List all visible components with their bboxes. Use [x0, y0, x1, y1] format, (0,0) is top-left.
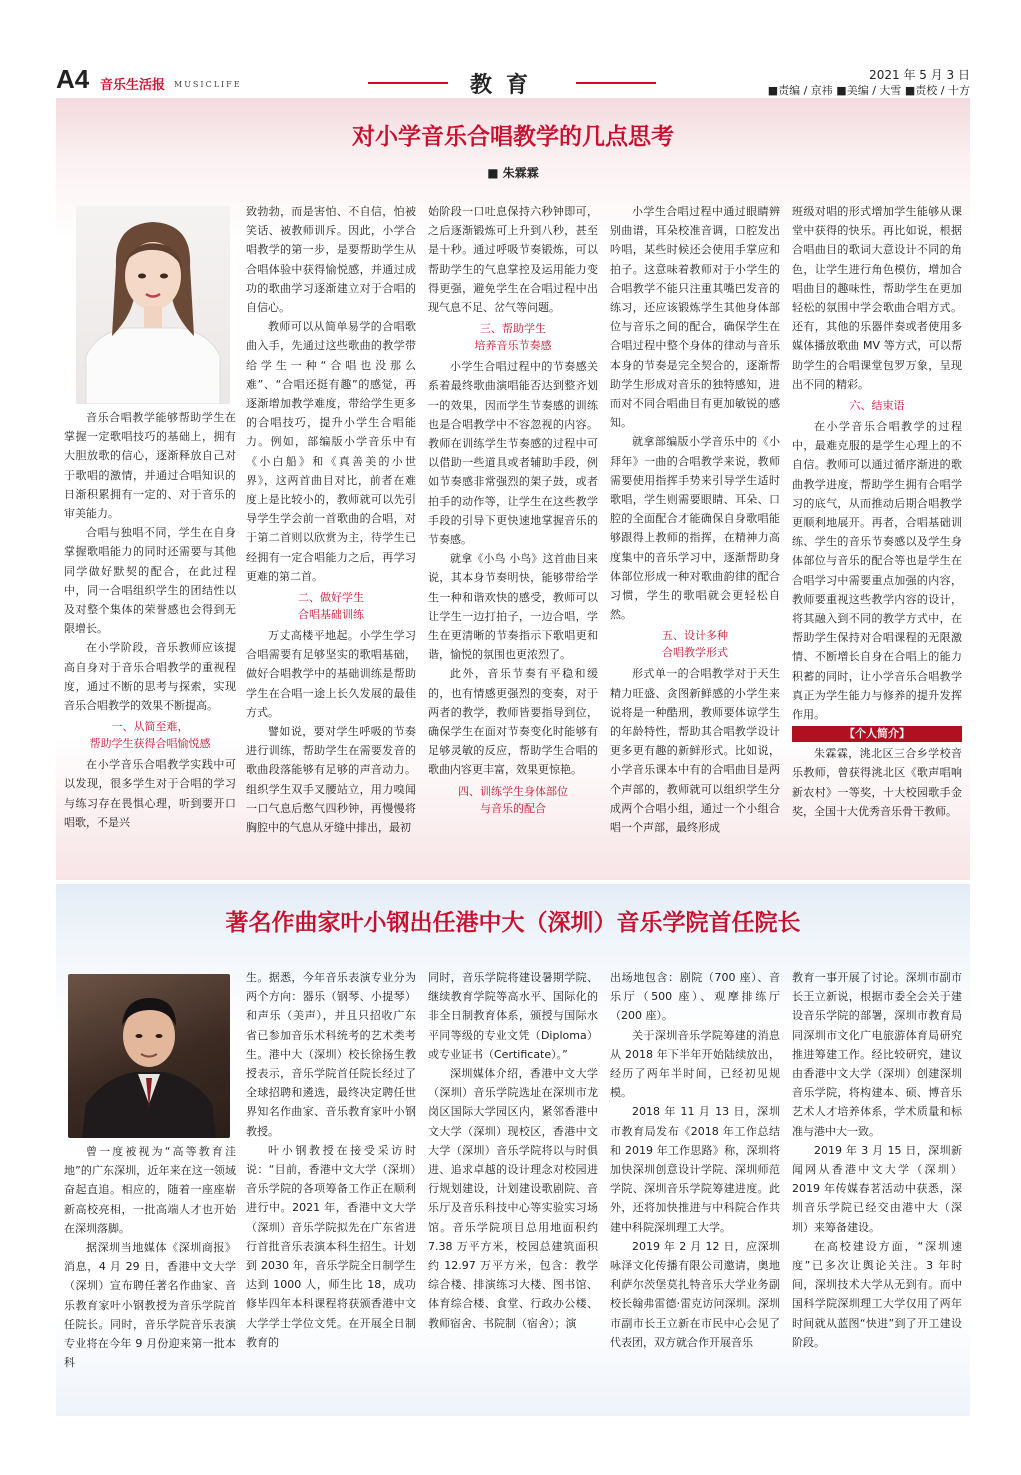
paragraph: 教师可以从简单易学的合唱歌曲入手，先通过这些歌曲的教学带给学生一种“合唱也没那么难”、“合唱还挺有趣”的感觉，再逐渐增加教学难度，带给学生更多的合唱技巧，提升小学生合唱能力。例如，部编版小学音乐中有《小白船》和《真善美的小世界》，这两首曲目对比，前者在难度上是比较小的，教师就可以先引导学生学会前一首歌曲的合唱，对于第二首则以欣赏为主，待学生已经拥有一定合唱能力之后，再学习更难的第二首。 — [246, 320, 416, 583]
section-rule-left — [368, 82, 448, 84]
paragraph: 出场地包含：剧院（700 座）、音乐厅（500 座）、观摩排练厅（200 座）。 — [610, 971, 780, 1023]
paragraph: 譬如说，要对学生呼吸的节奏进行训练，帮助学生在需要发音的歌曲段落能够有足够的声音动力。组织学生双手叉腰站立，用力嗅闻一口气息后憋气四秒钟，再慢慢将胸腔中的气息从牙缝中排出，最初 — [246, 725, 416, 835]
paragraph: 2019 年 3 月 15 日，深圳新闻网从香港中文大学（深圳）2019 年传媒春茗活动中获悉，深圳音乐学院已经交由港中大（深圳）来筹备建设。 — [792, 1143, 962, 1234]
section-rule-right — [576, 82, 656, 84]
page-number: A4 — [56, 64, 90, 94]
paragraph: 在高校建设方面，“深圳速度”已多次让舆论关注。3 年时间，深圳技术大学从无到有。而中国科学院深圳理工大学仅用了两年时间就从蓝图“快进”到了开工建设阶段。 — [792, 1239, 962, 1349]
newspaper-name-english: MUSICLIFE — [174, 80, 242, 89]
paragraph: 致勃勃，而是害怕、不自信，怕被笑话、被教师训斥。因此，小学合唱教学的第一步，是要帮助学生从合唱体验中获得愉悦感，并通过成功的歌曲学习逐渐建立对于合唱的自信心。 — [246, 205, 416, 315]
paragraph: 关于深圳音乐学院筹建的消息从 2018 年下半年开始陆续放出，经历了两年半时间，已经初见规模。 — [610, 1028, 780, 1100]
paragraph: 小学生合唱过程中通过眼睛辨别曲谱，耳朵校准音调，口腔发出吟唱，某些时候还会使用手掌应和拍子。这意味着教师对于小学生的合唱教学不能只注重其嘴巴发音的练习，还应该锻炼学生其他身体部位与音乐之间的配合，确保学生在合唱过程中整个身体的律动与音乐本身的节奏是完全契合的，逐渐帮助学生形成对音乐的独特感知，进而对不同合唱曲目有更加敏锐的感知。 — [610, 205, 780, 430]
paragraph: 就拿部编版小学音乐中的《小拜年》一曲的合唱教学来说，教师需要使用指挥手势来引导学生适时歌唱，学生则需要眼睛、耳朵、口腔的全面配合才能确保自身歌唱能够跟得上教师的指挥，在精神力高度集中的音乐学习中，逐渐帮助身体部位形成一种对歌曲韵律的配合习惯，学生的歌唱就会更轻松自然。 — [610, 435, 780, 622]
paragraph: 深圳媒体介绍，香港中文大学（深圳）音乐学院选址在深圳市龙岗区国际大学园区内，紧邻香港中文大学（深圳）现校区，香港中文大学（深圳）音乐学院将以与时俱进、追求卓越的设计理念对校园进行规划建设，计划建设歌剧院、音乐厅及音乐科技中心等实验实习场馆。音乐学院项目总用地面积约 7.38 万平方米，校园总建筑面积约 12.97 万平方米，包含：教学综合楼、排演练习大楼、图书馆、体育综合楼、食堂、行政办公楼、教师宿舍、书院制（宿舍）；演 — [428, 1067, 598, 1330]
paragraph: 始阶段一口吐息保持六秒钟即可，之后逐渐锻炼可上升到八秒，甚至是十秒。通过呼吸节奏锻炼，可以帮助学生的气息掌控及运用能力变得更强，避免学生在合唱过程中出现气息不足、岔气等问题。 — [428, 205, 598, 315]
paragraph: 万丈高楼平地起。小学生学习合唱需要有足够坚实的歌唱基础，做好合唱教学中的基础训练是帮助学生在合唱一途上长久发展的最佳方式。 — [246, 629, 416, 719]
paragraph: 形式单一的合唱教学对于天生精力旺盛、贪图新鲜感的小学生来说将是一种酷刑，教师要体谅学生的年龄特性，帮助其合唱教学设计更多更有趣的新鲜形式。比如说，小学音乐课本中有的合唱曲目是两个声部的，教师就可以组织学生分成两个合唱小组，通过一个小组合唱一个声部，最终形成 — [610, 667, 780, 835]
paragraph: 同时，音乐学院将建设暑期学院、继续教育学院等高水平、国际化的非全日制教育体系，颁授与国际水平同等级的专业文凭（Diploma）或专业证书（Certificate）。” — [428, 971, 598, 1061]
subheading: 二、做好学生 合唱基础训练 — [298, 591, 364, 622]
paragraph: 此外，音乐节奏有平稳和缓的，也有情感更强烈的变奏，对于两者的教学，教师皆要指导到位，确保学生在面对节奏变化时能够有足够灵敏的反应，帮助学生合唱的歌曲内容更丰富，效果更惊艳。 — [428, 667, 598, 777]
paragraph: 小学生合唱过程中的节奏感关系着最终歌曲演唱能否达到整齐划一的效果，因而学生节奏感的训练也是合唱教学中不容忽视的内容。教师在训练学生节奏感的过程中可以借助一些道具或者辅助手段，例如节奏感非常强烈的架子鼓，或者拍手的动作等，让学生在这些教学手段的引导下更快速地掌握音乐的节奏感。 — [428, 360, 598, 547]
article-ye-xiaogang — [56, 884, 970, 1416]
author-photo — [76, 206, 230, 404]
bio-heading: 【个人简介】 — [792, 726, 962, 742]
subheading: 一、从简至难， 帮助学生获得合唱愉悦感 — [89, 720, 211, 751]
article-choir-teaching — [56, 98, 970, 880]
paragraph: 据深圳当地媒体《深圳商报》消息，4 月 29 日，香港中文大学（深圳）宣布聘任著名作曲家、音乐教育家叶小钢教授为音乐学院首任院长。同时，音乐学院音乐表演专业将在今年 9 月份迎来第一批本科 — [64, 1241, 236, 1370]
paragraph: 在小学阶段，音乐教师应该提高自身对于音乐合唱教学的重视程度，通过不断的思考与探索，实现音乐合唱教学的效果不断提高。 — [64, 641, 236, 713]
issue-date: 2021 年 5 月 3 日 — [869, 68, 970, 82]
paragraph: 曾一度被视为“高等教育洼地”的广东深圳，近年来在这一领域奋起直追。相应的，随着一座座崭新高校亮相，一批高端人才也开始在深圳落脚。 — [64, 1145, 236, 1235]
paragraph: 班级对唱的形式增加学生能够从课堂中获得的快乐。再比如说，根据合唱曲目的歌词大意设计不同的角色，让学生进行角色模仿，增加合唱曲目的趣味性，帮助学生在更加轻松的氛围中学会歌曲合唱方式。还有，其他的乐器伴奏或者使用多媒体播放歌曲 MV 等方式，可以帮助学生的合唱课堂包罗万象，呈现出不同的精彩。 — [792, 205, 962, 391]
paragraph: 音乐合唱教学能够帮助学生在掌握一定歌唱技巧的基础上，拥有大胆放歌的信心，逐渐释放自己对于歌唱的激情，并通过合唱知识的日渐积累拥有一定的、对于音乐的审美能力。 — [64, 411, 236, 521]
article-column-2 — [246, 968, 416, 1414]
author-bio: 朱霖霖，洮北区三合乡学校音乐教师，曾获得洮北区《歌声唱响新农村》一等奖，十大校园歌手金奖，全国十大优秀音乐骨干教师。 — [792, 747, 962, 818]
paragraph: 在小学音乐合唱教学的过程中，最难克服的是学生心理上的不自信。教师可以通过循序渐进的歌曲教学进度，帮助学生拥有合唱学习的底气，从而推动后期合唱教学更顺利地展开。再者，合唱基础训练、学生的音乐节奏感以及学生身体部位与音乐的配合等也是学生在合唱学习中需要重点加强的内容，教师要重视这些教学内容的设计，将其融入到不同的教学方式中，在帮助学生保持对合唱课程的无限激情、不断增长自身在合唱上的能力积蓄的同时，让小学音乐合唱教学真正为学生能力与修养的提升发挥作用。 — [792, 420, 962, 722]
article-column-3 — [428, 968, 598, 1414]
editor-credits: ■责编 / 京祎 ■美编 / 大雪 ■责校 / 十方 — [767, 84, 970, 97]
subheading: 三、帮助学生 培养音乐节奏感 — [474, 322, 552, 353]
paragraph: 2019 年 2 月 12 日，应深圳咏泽文化传播有限公司邀请，奥地利萨尔茨堡莫扎特音乐大学业务副校长翰弗雷德·雷克访问深圳。深圳市副市长王立新在市民中心会见了代表团，双方就合作开展音乐 — [610, 1239, 780, 1349]
newspaper-name: 音乐生活报 — [100, 78, 166, 93]
subheading: 四、训练学生身体部位 与音乐的配合 — [458, 784, 568, 815]
article-column-2 — [246, 202, 416, 878]
article-column-1 — [64, 1142, 236, 1414]
article-column-3 — [428, 202, 598, 878]
portrait-photo — [68, 974, 230, 1138]
article-column-5 — [792, 968, 962, 1414]
page-header — [56, 64, 970, 96]
article-column-5 — [792, 202, 962, 878]
paragraph: 在小学音乐合唱教学实践中可以发现，很多学生对于合唱的学习与练习存在畏惧心理，听到要开口唱歌，不是兴 — [64, 758, 236, 829]
paragraph: 2018 年 11 月 13 日，深圳市教育局发布《2018 年工作总结和 2019 年工作思路》称，深圳将加快深圳创意设计学院、深圳师范学院、深圳音乐学院筹建进度。此外，还将加快推进与中科院合作共建中科院深圳理工大学。 — [610, 1105, 780, 1234]
paragraph: 叶小钢教授在接受采访时说：“目前，香港中文大学（深圳）音乐学院的各项筹备工作正在顺利进行中。2021 年，香港中文大学（深圳）音乐学院拟先在广东省进行首批音乐表演本科生招生。计划到 2030 年，音乐学院全日制学生达到 1000 人，师生比 18，成功修毕四年本科课程将获颁香港中文大学学士学位文凭。在开展全日制教育的 — [246, 1143, 416, 1349]
paragraph: 生。据悉，今年音乐表演专业分为两个方向：器乐（钢琴、小提琴）和声乐（美声），并且只招收广东省已参加音乐术科统考的艺术类考生。港中大（深圳）校长徐扬生教授表示，音乐学院首任院长经过了全球招聘和遴选，最终决定聘任世界知名作曲家、音乐教育家叶小钢教授。 — [246, 971, 416, 1138]
article-column-4 — [610, 202, 780, 878]
article-column-4 — [610, 968, 780, 1414]
paragraph: 教育一事开展了讨论。深圳市副市长王立新说，根据市委全会关于建设音乐学院的部署，深圳市教育局同深圳市文化广电旅游体育局研究推进筹建工作。经比较研究，建议由香港中文大学（深圳）创建深圳音乐学院，将构建本、硕、博音乐艺术人才培养体系，学术质量和标准与港中大一致。 — [792, 971, 962, 1138]
article-author: ■ 朱霖霖 — [487, 166, 539, 180]
section-title: 教育 — [470, 72, 543, 98]
subheading: 五、设计多种 合唱教学形式 — [662, 629, 728, 660]
article-title: 对小学音乐合唱教学的几点思考 — [352, 124, 674, 150]
article-column-1 — [64, 408, 236, 878]
subheading: 六、结束语 — [849, 399, 905, 413]
paragraph: 合唱与独唱不同，学生在自身掌握歌唱能力的同时还需要与其他同学做好默契的配合，在此过程中，同一合唱组织学生的团结性以及对整个集体的荣誉感也会得到无限增长。 — [64, 526, 236, 636]
paragraph: 就拿《小鸟 小鸟》这首曲目来说，其本身节奏明快，能够带给学生一种和谐欢快的感受，教师可以让学生一边打拍子，一边合唱，学生在更清晰的节奏指示下歌唱更和谐，愉悦的氛围也更浓烈了。 — [428, 552, 598, 662]
article-title: 著名作曲家叶小钢出任港中大（深圳）音乐学院首任院长 — [225, 910, 801, 936]
